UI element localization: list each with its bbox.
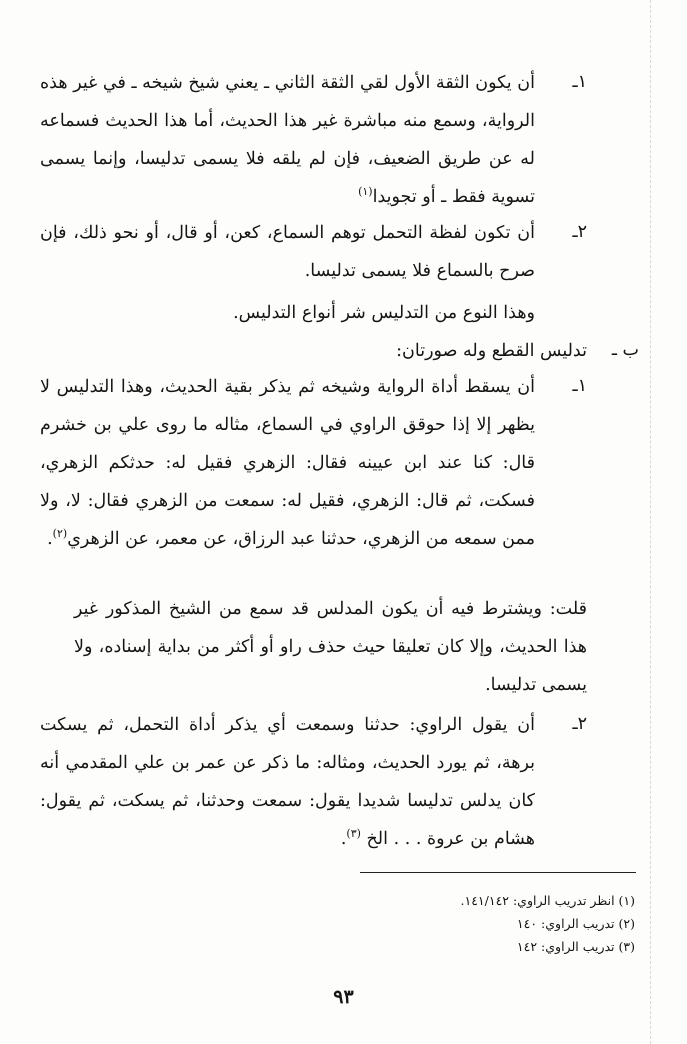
footnote-ref: (٣) [346, 827, 361, 841]
section-b-heading [39, 330, 639, 370]
item-text: أن يسقط أداة الرواية وشيخه ثم يذكر بقية الحديث، وهذا التدليس لا يظهر إلا إذا حوقق الراوي في السماع، مثاله ما روى علي بن خشرم قال: كنا عند ابن عيينه فقال: الزهري فقيل له: حدثكم الزهري، فسكت، ثم قال: الزهري، فقيل له: سمعت من الزهري فقال: لا، ولا ممن سمعه من الزهري، حدثنا عبد الرزاق، عن معمر، عن الزهري$^{(٢)}$. [40, 377, 535, 549]
page-number: ٩٣ [333, 986, 354, 1008]
footnote-1: (١) انظر تدريب الراوي: ١٤١/١٤٢. [460, 893, 635, 908]
qult-paragraph: قلت: ويشترط فيه أن يكون المدلس قد سمع من الشيخ المذكور غير هذا الحديث، وإلا كان تعليقا حيث حذف راو أو أكثر من بداية إسناده، ولا يسمى تدليسا. [74, 599, 587, 695]
section-marker: ب ـ [611, 340, 639, 360]
page-edge-line [650, 0, 651, 1044]
footnote-ref: (٢) [52, 527, 68, 541]
type-note: وهذا النوع من التدليس شر أنواع التدليس. [233, 303, 535, 323]
list-item-b1 [42, 366, 587, 591]
item-marker: ٢ـ [572, 714, 587, 734]
list-item-2 [42, 212, 587, 292]
list-item-1 [42, 62, 587, 212]
footnote-divider [360, 872, 636, 873]
item-text-body: أن يكون الثقة الأول لقي الثقة الثاني ـ يعني شيخ شيخه ـ في غير هذه الرواية، وسمع منه مباشرة غير هذا الحديث، أما هذا الحديث فسماعه له عن طريق الضعيف، فإن لم يلقه فلا يسمى تدليسا، وإنما يسمى تسوية فقط ـ أو تجويدا [40, 73, 535, 207]
item-text: أن يقول الراوي: حدثنا وسمعت أي يذكر أداة التحمل، ثم يسكت برهة، ثم يورد الحديث، ومثاله: ما ذكر عن عمر بن علي المقدمي أنه كان يدلس تدليسا شديدا يقول: سمعت وحدثنا، ثم يسكت، ثم يقول: هشام بن عروة . . . الخ $^{(٣)}$. [40, 715, 535, 849]
item-text: أن تكون لفظة التحمل توهم السماع، كعن، أو قال، أو نحو ذلك، فإن صرح بالسماع فلا يسمى تدليسا. [40, 223, 535, 281]
footnote-3: (٣) تدريب الراوي: ١٤٢ [516, 939, 635, 954]
item-text [40, 64, 535, 216]
item-marker: ٢ـ [572, 222, 587, 242]
item-marker: ١ـ [572, 72, 587, 92]
item-marker: ١ـ [572, 376, 587, 396]
footnote-ref: (١) [358, 185, 373, 199]
list-item-b2 [42, 704, 587, 854]
item-text-body: أن يسقط أداة الرواية وشيخه ثم يذكر بقية الحديث، وهذا التدليس لا يظهر إلا إذا حوقق الراوي في السماع، مثاله ما روى علي بن خشرم قال: كنا عند ابن عيينه فقال: الزهري فقيل له: حدثكم الزهري، فسكت، ثم قال: الزهري، فقيل له: سمعت من الزهري فقال: لا، ولا ممن سمعه من الزهري، حدثنا عبد الرزاق، عن معمر، عن الزهري [40, 377, 535, 549]
footnote-2: (٢) تدريب الراوي: ١٤٠ [516, 916, 635, 931]
section-heading-text: تدليس القطع وله صورتان: [396, 341, 587, 361]
item-text-body: أن يقول الراوي: حدثنا وسمعت أي يذكر أداة التحمل، ثم يسكت برهة، ثم يورد الحديث، ومثاله: ما ذكر عن عمر بن علي المقدمي أنه كان يدلس تدليسا شديدا يقول: سمعت وحدثنا، ثم يسكت، ثم يقول: هشام بن عروة . . . الخ [40, 715, 535, 849]
